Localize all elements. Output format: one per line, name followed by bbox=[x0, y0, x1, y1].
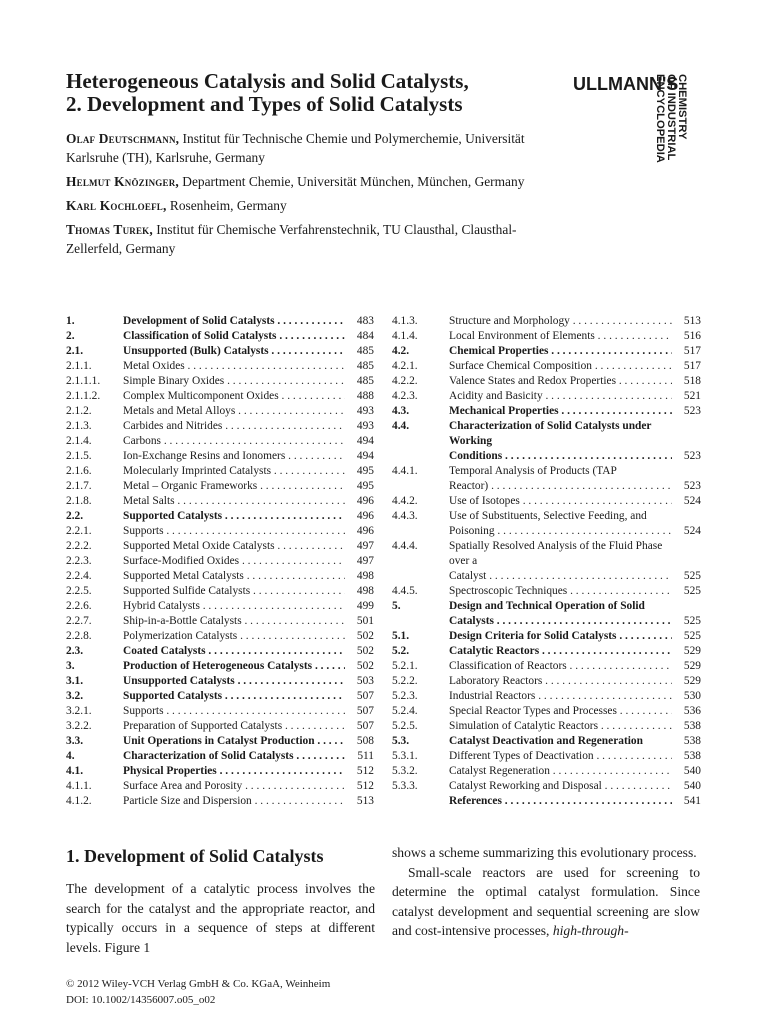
toc-entry-page: 516 bbox=[683, 330, 701, 342]
toc-entry[interactable] bbox=[66, 629, 374, 644]
toc-entry-title: Polymerization Catalysts . . . bbox=[123, 629, 345, 644]
toc-entry-title: Supports . . . bbox=[123, 704, 345, 719]
toc-entry-number: 5.3. bbox=[392, 735, 410, 747]
toc-entry-title: Particle Size and Dispersion . . . bbox=[123, 794, 345, 809]
toc-entry-page: 495 bbox=[356, 465, 374, 477]
toc-entry-number: 2.1.6. bbox=[66, 465, 92, 477]
toc-entry[interactable] bbox=[66, 464, 374, 479]
toc-entry-page: 511 bbox=[357, 750, 374, 762]
body-text-italic: high-through- bbox=[552, 923, 629, 938]
toc-entry-page: 488 bbox=[356, 390, 374, 402]
toc-entry-number: 4.4.3. bbox=[392, 510, 418, 522]
toc-entry[interactable] bbox=[66, 329, 374, 344]
toc-entry-number: 4.1.4. bbox=[392, 330, 418, 342]
toc-entry[interactable] bbox=[392, 539, 701, 584]
toc-entry-page: 507 bbox=[356, 690, 374, 702]
toc-entry-title: Special Reactor Types and Processes . . . bbox=[449, 704, 672, 719]
toc-entry[interactable] bbox=[66, 584, 374, 599]
body-text: Small-scale reactors are used for screening to determine the optimal catalyst formulation. Since catalyst development and sequential screening are slow and cost-intensive processes, bbox=[392, 864, 700, 938]
toc-entry-page: 502 bbox=[356, 630, 374, 642]
toc-entry[interactable] bbox=[392, 644, 701, 659]
toc-entry-title: Characterization of Solid Catalysts . . . bbox=[123, 749, 345, 764]
toc-entry-title: Design and Technical Operation of Solid Catalysts . . . bbox=[449, 599, 672, 629]
toc-entry[interactable] bbox=[392, 419, 701, 464]
toc-entry[interactable] bbox=[66, 779, 374, 794]
toc-entry[interactable] bbox=[66, 539, 374, 554]
copyright-notice: © 2012 Wiley-VCH Verlag GmbH & Co. KGaA, Weinheim bbox=[66, 978, 331, 990]
toc-entry-page: 498 bbox=[356, 570, 374, 582]
toc-entry-page: 512 bbox=[356, 780, 374, 792]
toc-entry-page: 530 bbox=[683, 690, 701, 702]
body-left-column bbox=[66, 879, 375, 957]
toc-entry-number: 5.2.4. bbox=[392, 705, 418, 717]
toc-entry[interactable] bbox=[392, 584, 701, 599]
author-affiliation: Institut für Technische Chemie und Polymerchemie, Universität Karlsruhe (TH), Karlsruhe, Germany bbox=[66, 131, 525, 165]
toc-entry[interactable] bbox=[392, 764, 701, 779]
toc-entry-title: Classification of Solid Catalysts . . . bbox=[123, 329, 345, 344]
toc-entry-page: 508 bbox=[356, 735, 374, 747]
toc-entry[interactable] bbox=[392, 719, 701, 734]
toc-entry-number: 5.3.2. bbox=[392, 765, 418, 777]
toc-entry[interactable] bbox=[66, 509, 374, 524]
toc-entry-page: 524 bbox=[683, 525, 701, 537]
toc-entry-number: 1. bbox=[66, 315, 75, 327]
toc-entry-title: Laboratory Reactors . . . bbox=[449, 674, 672, 689]
toc-entry-page: 517 bbox=[683, 360, 701, 372]
toc-entry[interactable] bbox=[66, 749, 374, 764]
toc-entry-title: Metal Oxides . . . bbox=[123, 359, 345, 374]
toc-entry-title: Temporal Analysis of Products (TAP Reactor) . . . bbox=[449, 464, 672, 494]
ullmanns-logo bbox=[573, 72, 689, 202]
toc-entry-title: Valence States and Redox Properties . . . bbox=[449, 374, 672, 389]
toc-entry[interactable] bbox=[66, 764, 374, 779]
toc-entry[interactable] bbox=[392, 314, 701, 329]
toc-entry-title: Spatially Resolved Analysis of the Fluid Phase over a Catalyst . . . bbox=[449, 539, 672, 584]
toc-entry-number: 4.1.2. bbox=[66, 795, 92, 807]
toc-entry[interactable] bbox=[392, 674, 701, 689]
article-title bbox=[66, 70, 536, 116]
toc-entry-number: 4.2.1. bbox=[392, 360, 418, 372]
author-list bbox=[66, 129, 546, 263]
toc-entry-number: 4. bbox=[66, 750, 75, 762]
toc-entry-title: Industrial Reactors . . . bbox=[449, 689, 672, 704]
toc-entry[interactable] bbox=[392, 689, 701, 704]
toc-entry-number: 5.2. bbox=[392, 645, 410, 657]
toc-entry-number: 2.2.7. bbox=[66, 615, 92, 627]
toc-entry-title: Design Criteria for Solid Catalysts . . . bbox=[449, 629, 672, 644]
toc-entry-page: 507 bbox=[356, 720, 374, 732]
toc-entry-number: 4.1.3. bbox=[392, 315, 418, 327]
toc-entry-page: 496 bbox=[356, 495, 374, 507]
toc-entry-page: 529 bbox=[683, 645, 701, 657]
toc-entry-title: Catalytic Reactors . . . bbox=[449, 644, 672, 659]
toc-entry-number: 4.4. bbox=[392, 420, 410, 432]
toc-entry-number: 5.1. bbox=[392, 630, 410, 642]
toc-right-column bbox=[392, 314, 701, 809]
toc-entry[interactable] bbox=[66, 569, 374, 584]
toc-entry-page: 521 bbox=[683, 390, 701, 402]
toc-entry[interactable] bbox=[392, 389, 701, 404]
toc-entry[interactable] bbox=[66, 659, 374, 674]
toc-entry-number: 2.1.1. bbox=[66, 360, 92, 372]
toc-entry-number: 5.2.2. bbox=[392, 675, 418, 687]
toc-entry-title: Local Environment of Elements . . . bbox=[449, 329, 672, 344]
toc-entry-page: 501 bbox=[356, 615, 374, 627]
author-affiliation: Institut für Chemische Verfahrenstechnik, TU Clausthal, Clausthal-Zellerfeld, Germany bbox=[66, 222, 517, 256]
toc-entry-page: 512 bbox=[356, 765, 374, 777]
toc-entry[interactable] bbox=[392, 344, 701, 359]
toc-entry[interactable] bbox=[66, 479, 374, 494]
author-name: Olaf Deutschmann, bbox=[66, 131, 180, 146]
toc-entry-number: 5.2.1. bbox=[392, 660, 418, 672]
toc-entry-page: 538 bbox=[683, 720, 701, 732]
toc-entry-title: Characterization of Solid Catalysts under Working Conditions . . . bbox=[449, 419, 672, 464]
toc-entry-title: Simulation of Catalytic Reactors . . . bbox=[449, 719, 672, 734]
toc-entry[interactable] bbox=[66, 524, 374, 539]
author-entry bbox=[66, 220, 546, 258]
logo-line-3: CHEMISTRY bbox=[676, 74, 688, 140]
toc-entry[interactable] bbox=[392, 494, 701, 509]
title-line-1: Heterogeneous Catalysis and Solid Catalysts, bbox=[66, 69, 469, 93]
toc-entry-page: 494 bbox=[356, 450, 374, 462]
toc-entry-number: 3.3. bbox=[66, 735, 84, 747]
toc-entry-title: Coated Catalysts . . . bbox=[123, 644, 345, 659]
toc-entry-page: 485 bbox=[356, 360, 374, 372]
toc-entry-number: 3.2. bbox=[66, 690, 84, 702]
toc-entry-page: 499 bbox=[356, 600, 374, 612]
logo-line-2: OF INDUSTRIAL bbox=[665, 74, 677, 161]
toc-entry-page: 498 bbox=[356, 585, 374, 597]
toc-entry[interactable] bbox=[66, 674, 374, 689]
toc-entry[interactable] bbox=[66, 449, 374, 464]
page-footer bbox=[66, 976, 330, 1008]
logo-line-1: ENCYCLOPEDIA bbox=[654, 74, 666, 163]
toc-entry-number: 2.1.2. bbox=[66, 405, 92, 417]
toc-entry-number: 2.2.3. bbox=[66, 555, 92, 567]
toc-entry-number: 4.1.1. bbox=[66, 780, 92, 792]
toc-entry[interactable] bbox=[66, 734, 374, 749]
toc-entry-title: Molecularly Imprinted Catalysts . . . bbox=[123, 464, 345, 479]
toc-entry-title: Production of Heterogeneous Catalysts . . . bbox=[123, 659, 345, 674]
logo-brand: ULLMANN'S bbox=[573, 74, 679, 94]
toc-entry[interactable] bbox=[392, 599, 701, 629]
toc-left-column bbox=[66, 314, 374, 809]
toc-entry-number: 3.2.1. bbox=[66, 705, 92, 717]
toc-entry[interactable] bbox=[66, 644, 374, 659]
author-name: Thomas Turek, bbox=[66, 222, 153, 237]
toc-entry-page: 525 bbox=[683, 570, 701, 582]
toc-entry-title: Carbons . . . bbox=[123, 434, 345, 449]
toc-entry-title: Unsupported (Bulk) Catalysts . . . bbox=[123, 344, 345, 359]
toc-entry[interactable] bbox=[66, 389, 374, 404]
toc-entry-number: 4.1. bbox=[66, 765, 84, 777]
toc-entry-page: 517 bbox=[683, 345, 701, 357]
toc-entry-number: 3.1. bbox=[66, 675, 84, 687]
toc-entry-page: 525 bbox=[683, 615, 701, 627]
toc-entry-title: Catalyst Deactivation and Regeneration bbox=[449, 735, 643, 747]
toc-entry-title: Supported Sulfide Catalysts . . . bbox=[123, 584, 345, 599]
toc-entry-number: 2.2.5. bbox=[66, 585, 92, 597]
toc-entry-title: Catalyst Reworking and Disposal . . . bbox=[449, 779, 672, 794]
toc-entry-title: Metals and Metal Alloys . . . bbox=[123, 404, 345, 419]
toc-entry-title: Use of Substituents, Selective Feeding, and Poisoning . . . bbox=[449, 509, 672, 539]
author-entry bbox=[66, 196, 546, 215]
toc-entry[interactable] bbox=[392, 659, 701, 674]
toc-entry-title: Metal Salts . . . bbox=[123, 494, 345, 509]
toc-entry-number: 4.4.4. bbox=[392, 540, 418, 552]
toc-entry-page: 485 bbox=[356, 375, 374, 387]
toc-entry-page: 503 bbox=[356, 675, 374, 687]
toc-entry-page: 496 bbox=[356, 525, 374, 537]
toc-entry-title: Supported Metal Oxide Catalysts . . . bbox=[123, 539, 345, 554]
toc-entry-title: Spectroscopic Techniques . . . bbox=[449, 584, 672, 599]
toc-entry[interactable] bbox=[392, 704, 701, 719]
author-affiliation: Department Chemie, Universität München, München, Germany bbox=[178, 174, 525, 189]
doi: DOI: 10.1002/14356007.o05_o02 bbox=[66, 994, 216, 1006]
toc-entry-page: 513 bbox=[683, 315, 701, 327]
toc-entry-number: 2.1.4. bbox=[66, 435, 92, 447]
toc-entry-title: Physical Properties . . . bbox=[123, 764, 345, 779]
toc-entry-number: 5.2.3. bbox=[392, 690, 418, 702]
toc-entry[interactable] bbox=[66, 599, 374, 614]
toc-entry-page: 529 bbox=[683, 660, 701, 672]
toc-entry[interactable] bbox=[66, 704, 374, 719]
toc-entry-number: 2.1.8. bbox=[66, 495, 92, 507]
toc-entry-page: 541 bbox=[683, 795, 701, 807]
toc-entry-page: 538 bbox=[683, 735, 701, 747]
toc-entry-title: Supported Catalysts . . . bbox=[123, 509, 345, 524]
toc-entry-page: 523 bbox=[683, 450, 701, 462]
toc-entry-number: 5.3.3. bbox=[392, 780, 418, 792]
toc-entry[interactable] bbox=[66, 614, 374, 629]
toc-entry-number: 4.4.5. bbox=[392, 585, 418, 597]
toc-entry-page: 496 bbox=[356, 510, 374, 522]
toc-entry[interactable] bbox=[392, 359, 701, 374]
toc-entry-number: 2. bbox=[66, 330, 75, 342]
toc-entry-page: 493 bbox=[356, 420, 374, 432]
toc-entry-number: 2.2.8. bbox=[66, 630, 92, 642]
toc-entry-page: 538 bbox=[683, 750, 701, 762]
toc-entry[interactable] bbox=[66, 434, 374, 449]
toc-entry-title: Catalyst Regeneration . . . bbox=[449, 764, 672, 779]
toc-entry-page: 518 bbox=[683, 375, 701, 387]
section-heading: 1. Development of Solid Catalysts bbox=[66, 846, 324, 866]
toc-entry-title: Surface Chemical Composition . . . bbox=[449, 359, 672, 374]
toc-entry-number: 4.2. bbox=[392, 345, 410, 357]
author-name: Karl Kochloefl, bbox=[66, 198, 167, 213]
toc-entry-title: Acidity and Basicity . . . bbox=[449, 389, 672, 404]
toc-entry-number: 4.3. bbox=[392, 405, 410, 417]
toc-entry-page: 483 bbox=[356, 315, 374, 327]
toc-entry-title: Supports . . . bbox=[123, 524, 345, 539]
toc-entry-page: 513 bbox=[356, 795, 374, 807]
toc-entry[interactable] bbox=[392, 794, 701, 809]
toc-entry-title: Surface Area and Porosity . . . bbox=[123, 779, 345, 794]
toc-entry-title: Use of Isotopes . . . bbox=[449, 494, 672, 509]
toc-entry-page: 493 bbox=[356, 405, 374, 417]
author-entry bbox=[66, 129, 546, 167]
toc-entry-title: Hybrid Catalysts . . . bbox=[123, 599, 345, 614]
toc-entry[interactable] bbox=[66, 419, 374, 434]
toc-entry[interactable] bbox=[66, 689, 374, 704]
toc-entry[interactable] bbox=[66, 494, 374, 509]
toc-entry[interactable] bbox=[392, 509, 701, 539]
toc-entry[interactable] bbox=[66, 374, 374, 389]
toc-entry-page: 540 bbox=[683, 780, 701, 792]
author-name: Helmut Knözinger, bbox=[66, 174, 179, 189]
toc-entry-title: Chemical Properties . . . bbox=[449, 344, 672, 359]
toc-entry-page: 502 bbox=[356, 645, 374, 657]
toc-entry-title: Classification of Reactors . . . bbox=[449, 659, 672, 674]
toc-entry-title: Different Types of Deactivation . . . bbox=[449, 749, 672, 764]
toc-entry-page: 540 bbox=[683, 765, 701, 777]
toc-entry-number: 2.1. bbox=[66, 345, 84, 357]
body-paragraph bbox=[392, 863, 700, 941]
toc-entry-title: Metal – Organic Frameworks . . . bbox=[123, 479, 345, 494]
toc-entry-title: Mechanical Properties . . . bbox=[449, 404, 672, 419]
toc-entry-title: Unit Operations in Catalyst Production . . . bbox=[123, 734, 345, 749]
toc-entry-number: 5.3.1. bbox=[392, 750, 418, 762]
toc-entry[interactable] bbox=[392, 404, 701, 419]
toc-entry-page: 497 bbox=[356, 540, 374, 552]
toc-entry-title: Unsupported Catalysts . . . bbox=[123, 674, 345, 689]
toc-entry-title: Simple Binary Oxides . . . bbox=[123, 374, 345, 389]
body-paragraph: The development of a catalytic process involves the search for the catalyst and the appropriate reactor, and typically occurs in a sequence of steps at different levels. Figure 1 bbox=[66, 881, 375, 955]
toc-entry-page: 484 bbox=[356, 330, 374, 342]
toc-entry-number: 2.1.3. bbox=[66, 420, 92, 432]
toc-entry-title: References . . . bbox=[449, 794, 672, 809]
toc-entry-number: 2.1.1.2. bbox=[66, 390, 101, 402]
toc-entry[interactable] bbox=[66, 719, 374, 734]
toc-entry-number: 3.2.2. bbox=[66, 720, 92, 732]
toc-entry[interactable] bbox=[392, 734, 701, 749]
toc-entry-page: 494 bbox=[356, 435, 374, 447]
toc-entry-number: 4.4.1. bbox=[392, 465, 418, 477]
author-entry bbox=[66, 172, 546, 191]
toc-entry-title: Ion-Exchange Resins and Ionomers . . . bbox=[123, 449, 345, 464]
toc-entry[interactable] bbox=[392, 464, 701, 494]
toc-entry[interactable] bbox=[392, 374, 701, 389]
toc-entry[interactable] bbox=[392, 329, 701, 344]
toc-entry[interactable] bbox=[66, 344, 374, 359]
toc-entry-number: 2.3. bbox=[66, 645, 84, 657]
toc-entry[interactable] bbox=[66, 404, 374, 419]
toc-entry-page: 507 bbox=[356, 705, 374, 717]
toc-entry-page: 523 bbox=[683, 405, 701, 417]
toc-entry-title: Structure and Morphology . . . bbox=[449, 314, 672, 329]
toc-entry[interactable] bbox=[66, 314, 374, 329]
toc-entry-number: 4.2.3. bbox=[392, 390, 418, 402]
toc-entry-page: 529 bbox=[683, 675, 701, 687]
toc-entry[interactable] bbox=[66, 359, 374, 374]
toc-entry-number: 5.2.5. bbox=[392, 720, 418, 732]
toc-entry[interactable] bbox=[66, 554, 374, 569]
toc-entry-number: 2.2. bbox=[66, 510, 84, 522]
toc-entry-title: Preparation of Supported Catalysts . . . bbox=[123, 719, 345, 734]
toc-entry-title: Supported Catalysts . . . bbox=[123, 689, 345, 704]
toc-entry-page: 485 bbox=[356, 345, 374, 357]
toc-entry[interactable] bbox=[392, 749, 701, 764]
toc-entry-number: 5. bbox=[392, 600, 401, 612]
toc-entry-number: 2.1.1.1. bbox=[66, 375, 101, 387]
toc-entry-number: 4.2.2. bbox=[392, 375, 418, 387]
toc-entry-number: 2.2.2. bbox=[66, 540, 92, 552]
toc-entry-title: Complex Multicomponent Oxides . . . bbox=[123, 389, 345, 404]
toc-entry[interactable] bbox=[392, 629, 701, 644]
toc-entry-page: 525 bbox=[683, 585, 701, 597]
toc-entry-number: 2.1.7. bbox=[66, 480, 92, 492]
toc-entry-page: 502 bbox=[356, 660, 374, 672]
toc-entry-page: 524 bbox=[683, 495, 701, 507]
toc-entry[interactable] bbox=[66, 794, 374, 809]
toc-entry-page: 536 bbox=[683, 705, 701, 717]
toc-entry-title: Development of Solid Catalysts . . . bbox=[123, 314, 345, 329]
toc-entry-page: 523 bbox=[683, 480, 701, 492]
toc-entry[interactable] bbox=[392, 779, 701, 794]
body-paragraph: shows a scheme summarizing this evolutionary process. bbox=[392, 845, 697, 860]
title-line-2: 2. Development and Types of Solid Catalysts bbox=[66, 92, 463, 116]
toc-entry-page: 497 bbox=[356, 555, 374, 567]
toc-entry-number: 2.2.4. bbox=[66, 570, 92, 582]
toc-entry-number: 2.1.5. bbox=[66, 450, 92, 462]
toc-entry-number: 2.2.6. bbox=[66, 600, 92, 612]
toc-entry-page: 495 bbox=[356, 480, 374, 492]
toc-entry-title: Carbides and Nitrides . . . bbox=[123, 419, 345, 434]
toc-entry-number: 4.4.2. bbox=[392, 495, 418, 507]
toc-entry-title: Ship-in-a-Bottle Catalysts . . . bbox=[123, 614, 345, 629]
toc-entry-number: 2.2.1. bbox=[66, 525, 92, 537]
toc-entry-page: 525 bbox=[683, 630, 701, 642]
body-right-column bbox=[392, 843, 700, 941]
toc-entry-title: Surface-Modified Oxides . . . bbox=[123, 554, 345, 569]
author-affiliation: Rosenheim, Germany bbox=[166, 198, 287, 213]
toc-entry-number: 3. bbox=[66, 660, 75, 672]
toc-entry-title: Supported Metal Catalysts . . . bbox=[123, 569, 345, 584]
